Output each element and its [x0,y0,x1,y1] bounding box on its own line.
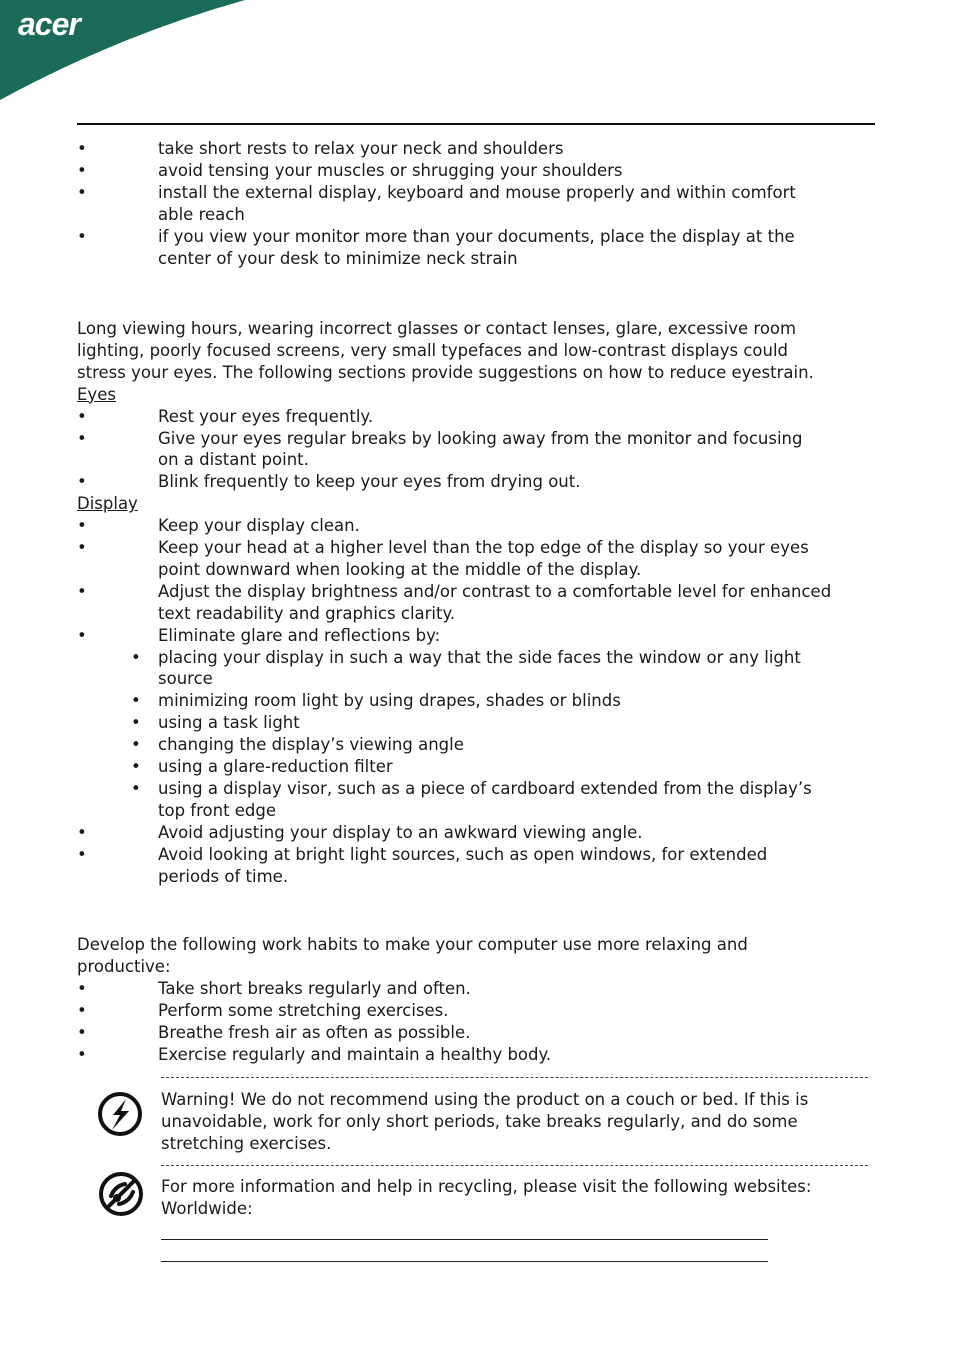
eyes-item-text: Give your eyes regular breaks by looking away from the monitor and focusing [158,428,803,448]
website-line-1 [161,1239,768,1240]
display-item-bullet: • [77,538,87,557]
glare-subitem-bullet: • [131,778,141,798]
eyes-item-bullet: • [77,472,87,492]
website-line-2 [161,1261,768,1262]
display-item-bullet: • [77,581,87,601]
habit-item-bullet: • [77,1022,87,1042]
display-item-bullet: • [77,516,87,536]
glare-subitem-text: minimizing room light by using drapes, shades or blinds [158,691,621,711]
glare-subitem-bullet: • [131,691,141,711]
glare-subitem-text: source [158,669,213,689]
glare-subitem-bullet: • [131,647,141,667]
habit-item-text: Exercise regularly and maintain a healthy body. [158,1044,552,1064]
habits-intro-line: productive: [77,956,171,976]
glare-subitem-bullet: • [131,713,141,733]
display-item-text: Eliminate glare and reflections by: [158,625,441,645]
display-heading: Display [77,494,138,514]
habit-item-text: Breathe fresh air as often as possible. [158,1022,471,1042]
posture-item-bullet: • [77,226,87,246]
display-item-text: Avoid adjusting your display to an awkward viewing angle. [158,822,643,842]
warning-lightning-icon [96,1090,144,1138]
posture-item-bullet: • [77,182,87,202]
eyes-intro-line: lighting, poorly focused screens, very small typefaces and low-contrast displays could [77,340,789,360]
display-item-text: Keep your head at a higher level than the top edge of the display so your eyes [158,538,809,557]
glare-subitem-text: top front edge [158,800,277,820]
habit-item-bullet: • [77,1044,87,1064]
posture-item-text: take short rests to relax your neck and shoulders [158,139,564,158]
display-item-bullet: • [77,822,87,842]
recycle-top-divider [161,1165,868,1166]
header-rule [77,123,875,125]
recycle-note-icon [97,1170,145,1218]
display-item-text: Avoid looking at bright light sources, such as open windows, for extended [158,844,768,864]
habit-item-bullet: • [77,1000,87,1020]
glare-subitem-bullet: • [131,757,141,776]
logo-text: acer [18,6,80,42]
habit-item-bullet: • [77,978,87,998]
display-item-text: Keep your display clean. [158,516,360,536]
glare-subitem-text: using a glare-reduction filter [158,757,393,776]
warning-text-line: unavoidable, work for only short periods, take breaks regularly, and do some [161,1111,798,1131]
warning-text-line: Warning! We do not recommend using the product on a couch or bed. If this is [161,1090,809,1109]
display-item-text: periods of time. [158,866,289,886]
eyes-intro-line: stress your eyes. The following sections provide suggestions on how to reduce eyestrain. [77,362,814,382]
posture-item-text: avoid tensing your muscles or shrugging your shoulders [158,160,623,180]
glare-subitem-bullet: • [131,735,141,755]
warning-top-divider [161,1077,868,1078]
posture-item-text: able reach [158,204,245,224]
display-item-text: Adjust the display brightness and/or contrast to a comfortable level for enhanced [158,581,832,601]
eyes-item-text: Rest your eyes frequently. [158,406,374,426]
display-item-text: point downward when looking at the middle of the display. [158,559,642,579]
acer-logo [0,0,260,110]
glare-subitem-text: using a task light [158,713,300,733]
habit-item-text: Take short breaks regularly and often. [158,978,471,998]
eyes-heading: Eyes [77,384,116,404]
posture-item-text: install the external display, keyboard and mouse properly and within comfort [158,182,796,202]
display-item-text: text readability and graphics clarity. [158,603,456,623]
posture-item-text: if you view your monitor more than your documents, place the display at the [158,226,795,246]
eyes-intro-line: Long viewing hours, wearing incorrect glasses or contact lenses, glare, excessive room [77,319,797,338]
habits-intro-line: Develop the following work habits to make your computer use more relaxing and [77,935,748,954]
eyes-item-text: Blink frequently to keep your eyes from drying out. [158,472,581,492]
glare-subitem-text: placing your display in such a way that the side faces the window or any light [158,647,801,667]
eyes-item-bullet: • [77,428,87,448]
glare-subitem-text: using a display visor, such as a piece of cardboard extended from the display’s [158,778,812,798]
habit-item-text: Perform some stretching exercises. [158,1000,449,1020]
recycle-text-line: For more information and help in recycling, please visit the following websites: [161,1177,812,1196]
posture-item-text: center of your desk to minimize neck strain [158,248,518,268]
eyes-item-bullet: • [77,406,87,426]
posture-item-bullet: • [77,160,87,180]
display-item-bullet: • [77,844,87,864]
posture-item-bullet: • [77,139,87,158]
eyes-item-text: on a distant point. [158,450,309,470]
warning-text-line: stretching exercises. [161,1133,332,1153]
display-item-bullet: • [77,625,87,645]
recycle-text-line: Worldwide: [161,1198,253,1218]
glare-subitem-text: changing the display’s viewing angle [158,735,464,755]
